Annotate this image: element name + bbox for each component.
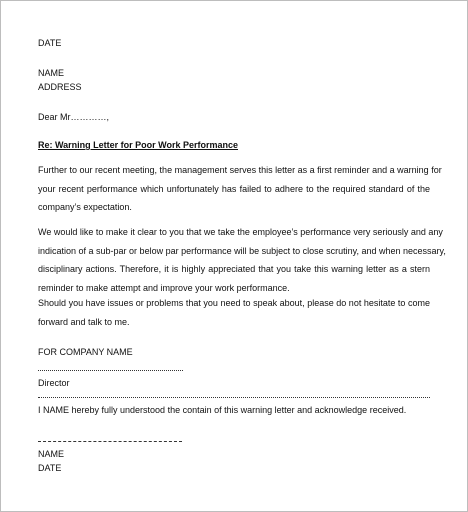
paragraph-line: We would like to make it clear to you that we take the employee’s performance very seriously and any xyxy=(38,227,443,237)
recipient-name: NAME xyxy=(38,68,65,78)
date-field: DATE xyxy=(38,38,62,48)
paragraph-line: indication of a sub-par or below par performance will be subject to close scrutiny, and when necessary, xyxy=(38,245,446,256)
paragraph-meeting xyxy=(38,161,442,217)
salutation: Dear Mr…………, xyxy=(38,112,110,122)
employee-signature-line xyxy=(38,441,182,442)
subject-line: Re: Warning Letter for Poor Work Performance xyxy=(38,140,239,150)
recipient-address: ADDRESS xyxy=(38,82,82,92)
paragraph-contact xyxy=(38,294,430,331)
paragraph-line: Further to our recent meeting, the management serves this letter as a first reminder and a warning for xyxy=(38,165,442,175)
acknowledgement-text: I NAME hereby fully understood the contain of this warning letter and acknowledge received. xyxy=(38,405,407,415)
signature-line xyxy=(38,370,183,371)
company-name-label: FOR COMPANY NAME xyxy=(38,347,133,357)
employee-name-label: NAME xyxy=(38,449,65,459)
employee-date-label: DATE xyxy=(38,463,62,473)
paragraph-line: reminder to make attempt and improve your work performance. xyxy=(38,282,290,293)
paragraph-performance xyxy=(38,223,446,297)
paragraph-line: Should you have issues or problems that you need to speak about, please do not hesitate to come xyxy=(38,298,430,308)
paragraph-line: your recent performance which unfortunately has failed to adhere to the required standard of the xyxy=(38,183,430,194)
separator-line xyxy=(38,397,430,398)
paragraph-line: disciplinary actions. Therefore, it is highly appreciated that you take this warning letter as a stern xyxy=(38,264,430,274)
paragraph-line: forward and talk to me. xyxy=(38,316,130,327)
paragraph-line: company’s expectation. xyxy=(38,202,132,212)
director-label: Director xyxy=(38,378,70,388)
